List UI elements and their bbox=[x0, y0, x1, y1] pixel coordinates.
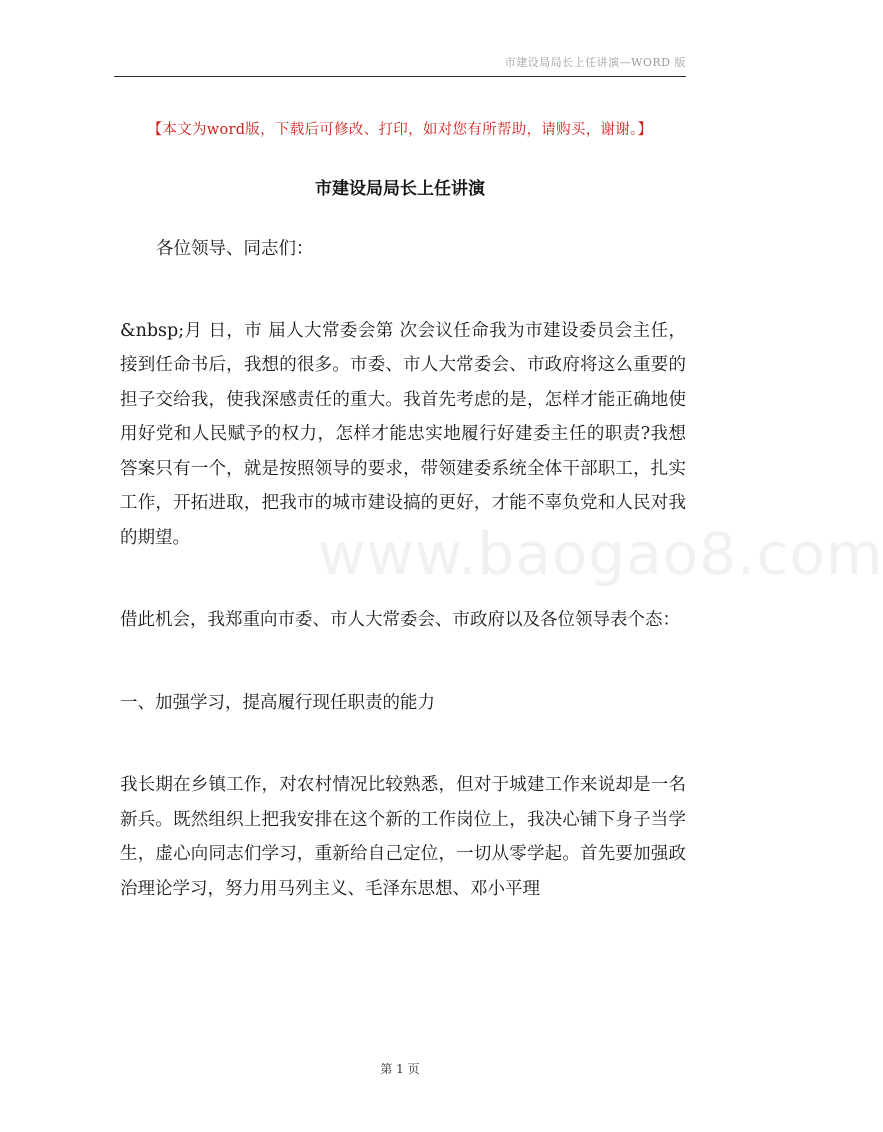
document-title: 市建设局局长上任讲演 bbox=[315, 179, 485, 199]
page-header bbox=[114, 52, 686, 77]
page-number: 第 1 页 bbox=[380, 1062, 420, 1076]
body-paragraph-statement: 借此机会，我郑重向市委、市人大常委会、市政府以及各位领导表个态： bbox=[120, 610, 680, 630]
body-paragraph-study: 我长期在乡镇工作，对农村情况比较熟悉，但对于城建工作来说却是一名新兵。既然组织上把我安排在这个新的工作岗位上，我决心铺下身子当学生，虚心向同志们学习，重新给自己定位，一切从零学起。首先要加强政治理论学习，努力用马列主义、毛泽东思想、邓小平理 bbox=[120, 775, 686, 899]
document-body bbox=[120, 232, 686, 906]
section-heading-study: 一、加强学习，提高履行现任职责的能力 bbox=[120, 692, 435, 713]
running-title: 市建设局局长上任讲演—WORD 版 bbox=[504, 56, 686, 69]
watermark: www.baogao8.com bbox=[318, 520, 883, 588]
body-paragraph-appointment: &nbsp;月 日，市 届人大常委会第 次会议任命我为市建设委员会主任，接到任命书后，我想的很多。市委、市人大常委会、市政府将这么重要的担子交给我，使我深感责任的重大。我首先考虑的是，怎样才能正确地使用好党和人民赋予的权力，怎样才能忠实地履行好建委主任的职责?我想答案只有一个，就是按照领导的要求，带领建委系统全体干部职工，扎实工作，开拓进取，把我市的城市建设搞的更好，才能不辜负党和人民对我的期望。 bbox=[120, 320, 686, 548]
purchase-notice: 【本文为word版，下载后可修改、打印，如对您有所帮助，请购买，谢谢。】 bbox=[147, 122, 653, 138]
salutation: 各位领导、同志们： bbox=[156, 239, 314, 259]
